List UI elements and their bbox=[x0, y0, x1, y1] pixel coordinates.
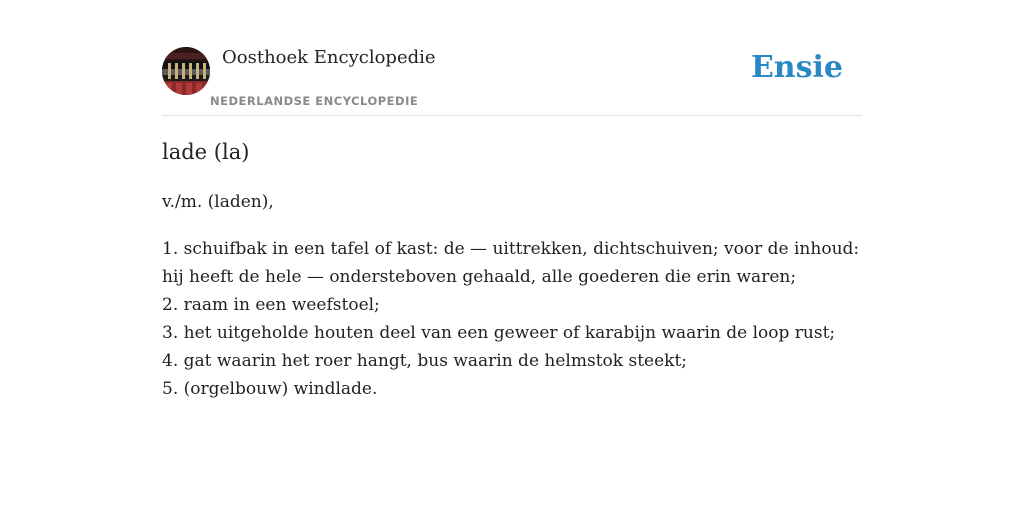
entry-card bbox=[162, 46, 862, 403]
site-header bbox=[162, 46, 862, 116]
definition-item: 1. schuifbak in een tafel of kast: de — uittrekken, dichtschuiven; voor de inhoud: hij heeft de hele — ondersteboven gehaald, alle goederen die erin waren; bbox=[162, 239, 860, 287]
entry-grammar: v./m. (laden), bbox=[162, 192, 274, 212]
site-title[interactable]: Oosthoek Encyclopedie bbox=[222, 47, 436, 68]
entry-title: lade (la) bbox=[162, 140, 250, 164]
definition-item: 5. (orgelbouw) windlade. bbox=[162, 379, 378, 399]
definition-list bbox=[162, 235, 862, 403]
definition-item: 4. gat waarin het roer hangt, bus waarin de helmstok steekt; bbox=[162, 351, 688, 371]
definition-item: 2. raam in een weefstoel; bbox=[162, 295, 380, 315]
site-subtitle: NEDERLANDSE ENCYCLOPEDIE bbox=[210, 94, 419, 108]
definition-item: 3. het uitgeholde houten deel van een geweer of karabijn waarin de loop rust; bbox=[162, 323, 836, 343]
ensie-logo-link[interactable]: Ensie bbox=[750, 50, 843, 85]
encyclopedia-books-icon[interactable] bbox=[162, 47, 210, 95]
